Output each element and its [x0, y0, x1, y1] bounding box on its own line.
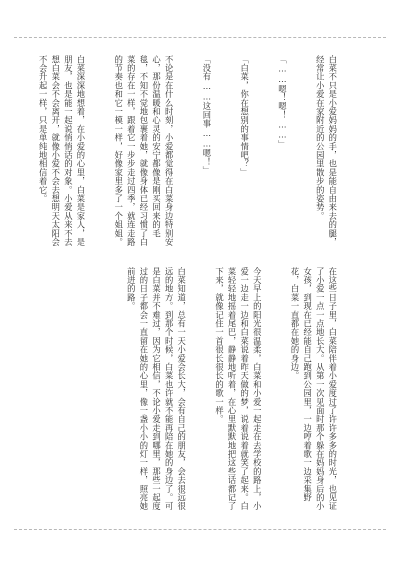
bottom-dashed-rule	[14, 529, 386, 530]
dialogue-line: 「白菜，你在想别的事情吧？」	[239, 55, 250, 177]
dialogue-line: 「……嗯！嗯！……」	[277, 55, 288, 149]
paragraph: 白菜不只是小爱妈妈的手，也是能自由来去的腿，经常让小爱在家附近的公园里散步的姿势。	[315, 55, 338, 247]
paragraph: 白菜深深地想着，在小爱的心里，白菜是家人，是朋友，也是能一起说悄悄话的对象。小爱从来不去想白菜会不会离开，就像小爱不会去想明天太阳会不会升起一样，只是单纯地相信着它。	[38, 55, 86, 247]
paragraph: 不论是在什么时刻，小爱都觉得在白菜身边特别安心，那份温暖和心灵的安宁都像是刚买回来的毛毯，不知不觉地包裹着她，就像身体已经习惯了白菜的存在一样，跟着它一步步走过四季，就连走路的节奏也和它一模一样，好像家里多了一个姐姐。	[113, 55, 175, 247]
paragraph: 今天早上的阳光很温柔，白菜和小爱一起走在去学校的路上，小爱一边走一边和白菜说着昨天做的梦，说着说着就笑了起来。白菜轻轻地摇着尾巴，静静地听着，在心里默默地把这些话都记了下来，就像记住一首很长很长的歌一样。	[214, 267, 263, 511]
paragraph: 白菜知道，总有一天小爱会长大，会有自己的朋友，会去很远很远的地方。到那个时候，白菜也许就不能再陪在她的身边了。可是白菜并不难过，因为它相信，不论小爱走到哪里，那些一起度过的日子都会一直留在她的心里，像一盏小小的灯一样，照亮她前进的路。	[126, 267, 187, 511]
paragraph: 在这些日子里，白菜陪伴着小爱度过了许许多多的时光，也见证了小爱一点一点地长大。从第一次见面时那个躲在妈妈身后的小女孩，到现在已经能自己跑到公园里，一边哼着歌一边采集野花，白菜一直都在她的身边。	[290, 267, 338, 511]
dialogue-line: 「没有……这回事……嗯！」	[201, 55, 212, 175]
top-text-block	[24, 55, 364, 255]
top-dashed-rule	[14, 37, 386, 38]
bottom-text-block	[24, 267, 364, 517]
